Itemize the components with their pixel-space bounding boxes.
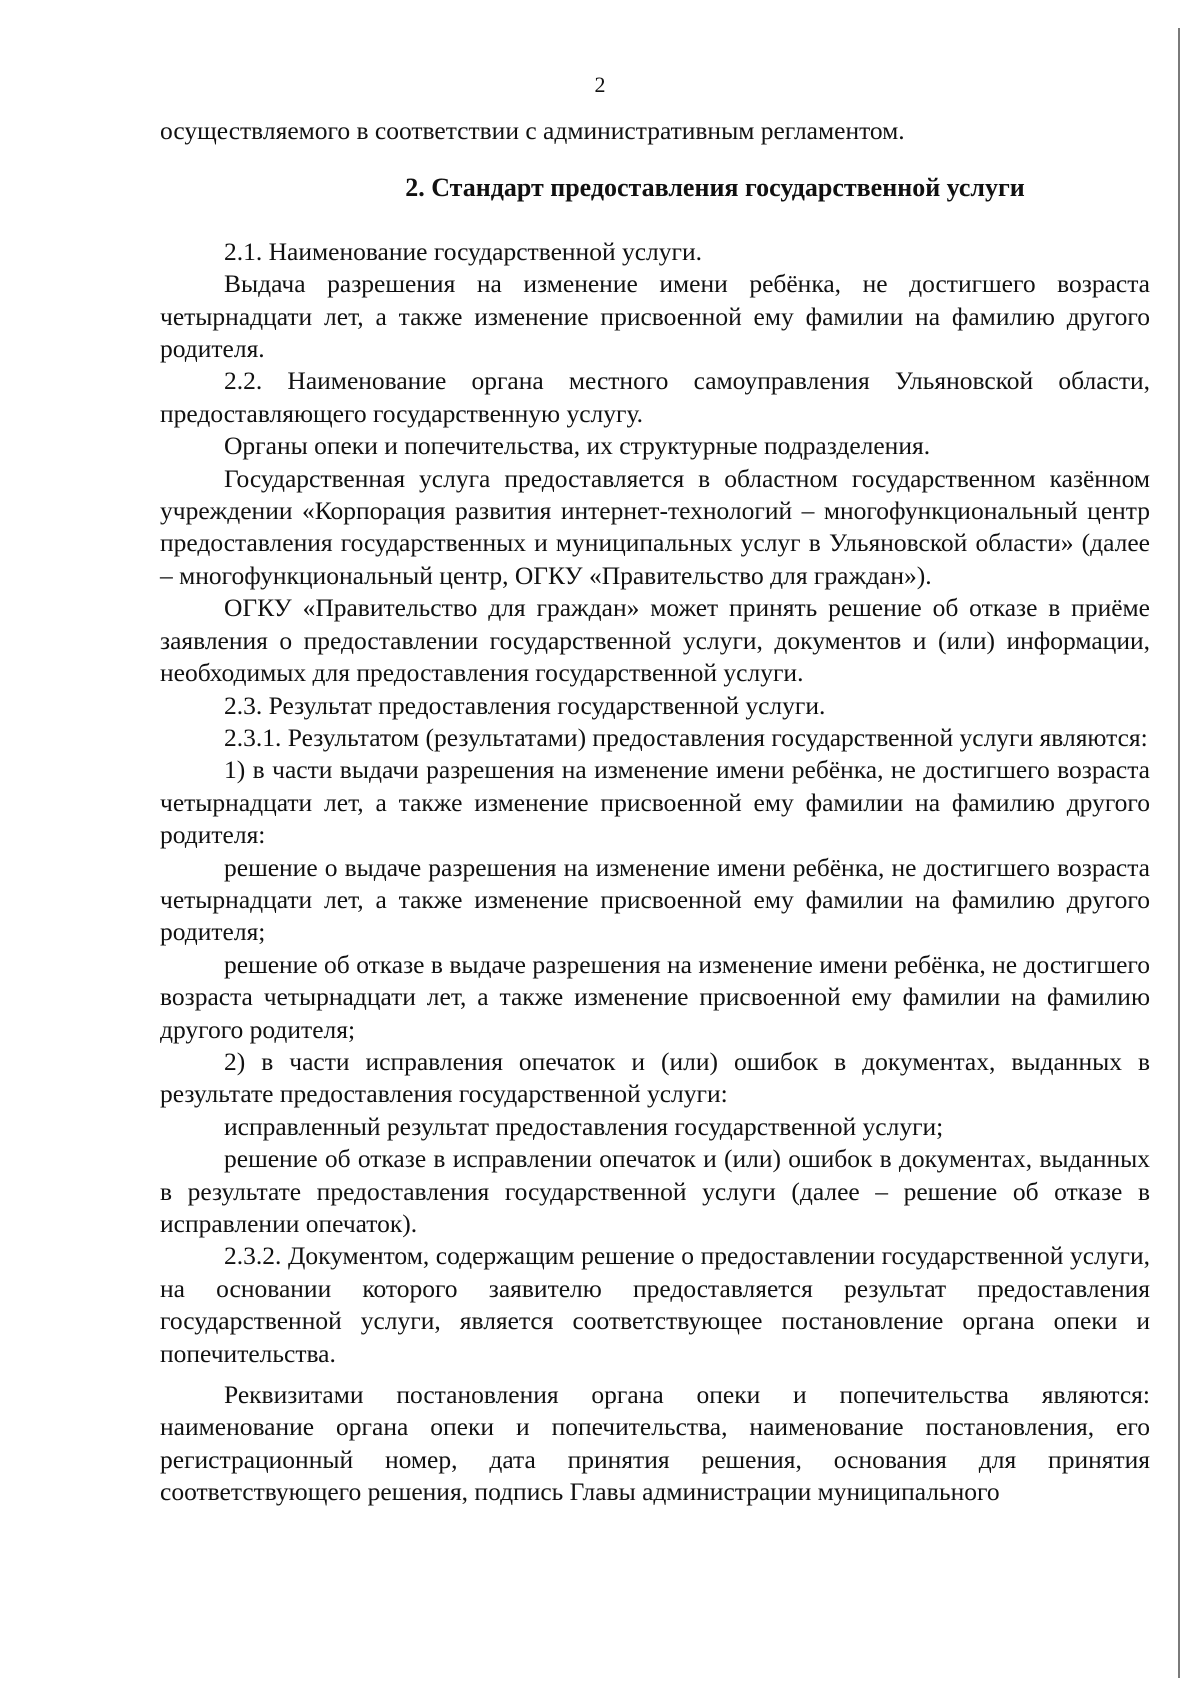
list-item-1: 1) в части выдачи разрешения на изменение имени ребёнка, не достигшего возраста четырнадцати лет, а также изменение присвоенной ему фамилии на фамилию другого родителя: (160, 755, 1150, 850)
paragraph-service-name: Выдача разрешения на изменение имени ребёнка, не достигшего возраста четырнадцати лет, а также изменение присвоенной ему фамилии на фамилию другого родителя. (160, 269, 1150, 364)
intro-line: осуществляемого в соответствии с административным регламентом. (160, 116, 905, 145)
paragraph-refusal-acceptance: ОГКУ «Правительство для граждан» может принять решение об отказе в приёме заявления о предоставлении государственной услуги, документов и (или) информации, необходимых для предоставления государственной услуги. (160, 593, 1150, 688)
section-title: 2. Стандарт предоставления государственной услуги (405, 173, 1025, 203)
paragraph-guardianship-bodies: Органы опеки и попечительства, их структурные подразделения. (224, 431, 931, 461)
paragraph-mfc: Государственная услуга предоставляется в областном государственном казённом учреждении «Корпорация развития интернет-технологий – многофункциональный центр предоставления государственных и муниципальных услуг в Ульяновской области» (далее – многофункциональный центр, ОГКУ «Правительство для граждан»). (160, 463, 1150, 590)
paragraph-requisites: Реквизитами постановления органа опеки и попечительства являются: наименование органа опеки и попечительства, наименование постановления, его регистрационный номер, дата принятия решения, основания для принятия соответствующего решения, подпись Главы администрации муниципального (160, 1380, 1150, 1507)
scan-edge-line (1178, 28, 1180, 1678)
paragraph-2-3: 2.3. Результат предоставления государственной услуги. (224, 690, 826, 720)
list-item-refusal-correction: решение об отказе в исправлении опечаток и (или) ошибок в документах, выданных в результате предоставления государственной услуги (далее – решение об отказе в исправлении опечаток). (160, 1144, 1150, 1238)
paragraph-2-2: 2.2. Наименование органа местного самоуправления Ульяновской области, предоставляющего государственную услугу. (160, 366, 1150, 428)
paragraph-2-1: 2.1. Наименование государственной услуги. (224, 236, 703, 266)
list-item-corrected-result: исправленный результат предоставления государственной услуги; (224, 1111, 944, 1141)
paragraph-2-3-2: 2.3.2. Документом, содержащим решение о предоставлении государственной услуги, на основании которого заявителю предоставляется результат предоставления государственной услуги, является соответствующее постановление органа опеки и попечительства. (160, 1241, 1150, 1368)
paragraph-2-3-1: 2.3.1. Результатом (результатами) предоставления государственной услуги являются: (224, 722, 1148, 752)
list-item-decision-refusal: решение об отказе в выдаче разрешения на изменение имени ребёнка, не достигшего возраста четырнадцати лет, а также изменение присвоенной ему фамилии на фамилию другого родителя; (160, 949, 1150, 1044)
document-body (160, 115, 1150, 1509)
list-item-decision-issue: решение о выдаче разрешения на изменение имени ребёнка, не достигшего возраста четырнадцати лет, а также изменение присвоенной ему фамилии на фамилию другого родителя; (160, 852, 1150, 947)
list-item-2: 2) в части исправления опечаток и (или) ошибок в документах, выданных в результате предоставления государственной услуги: (160, 1046, 1150, 1109)
page-number: 2 (594, 72, 606, 97)
